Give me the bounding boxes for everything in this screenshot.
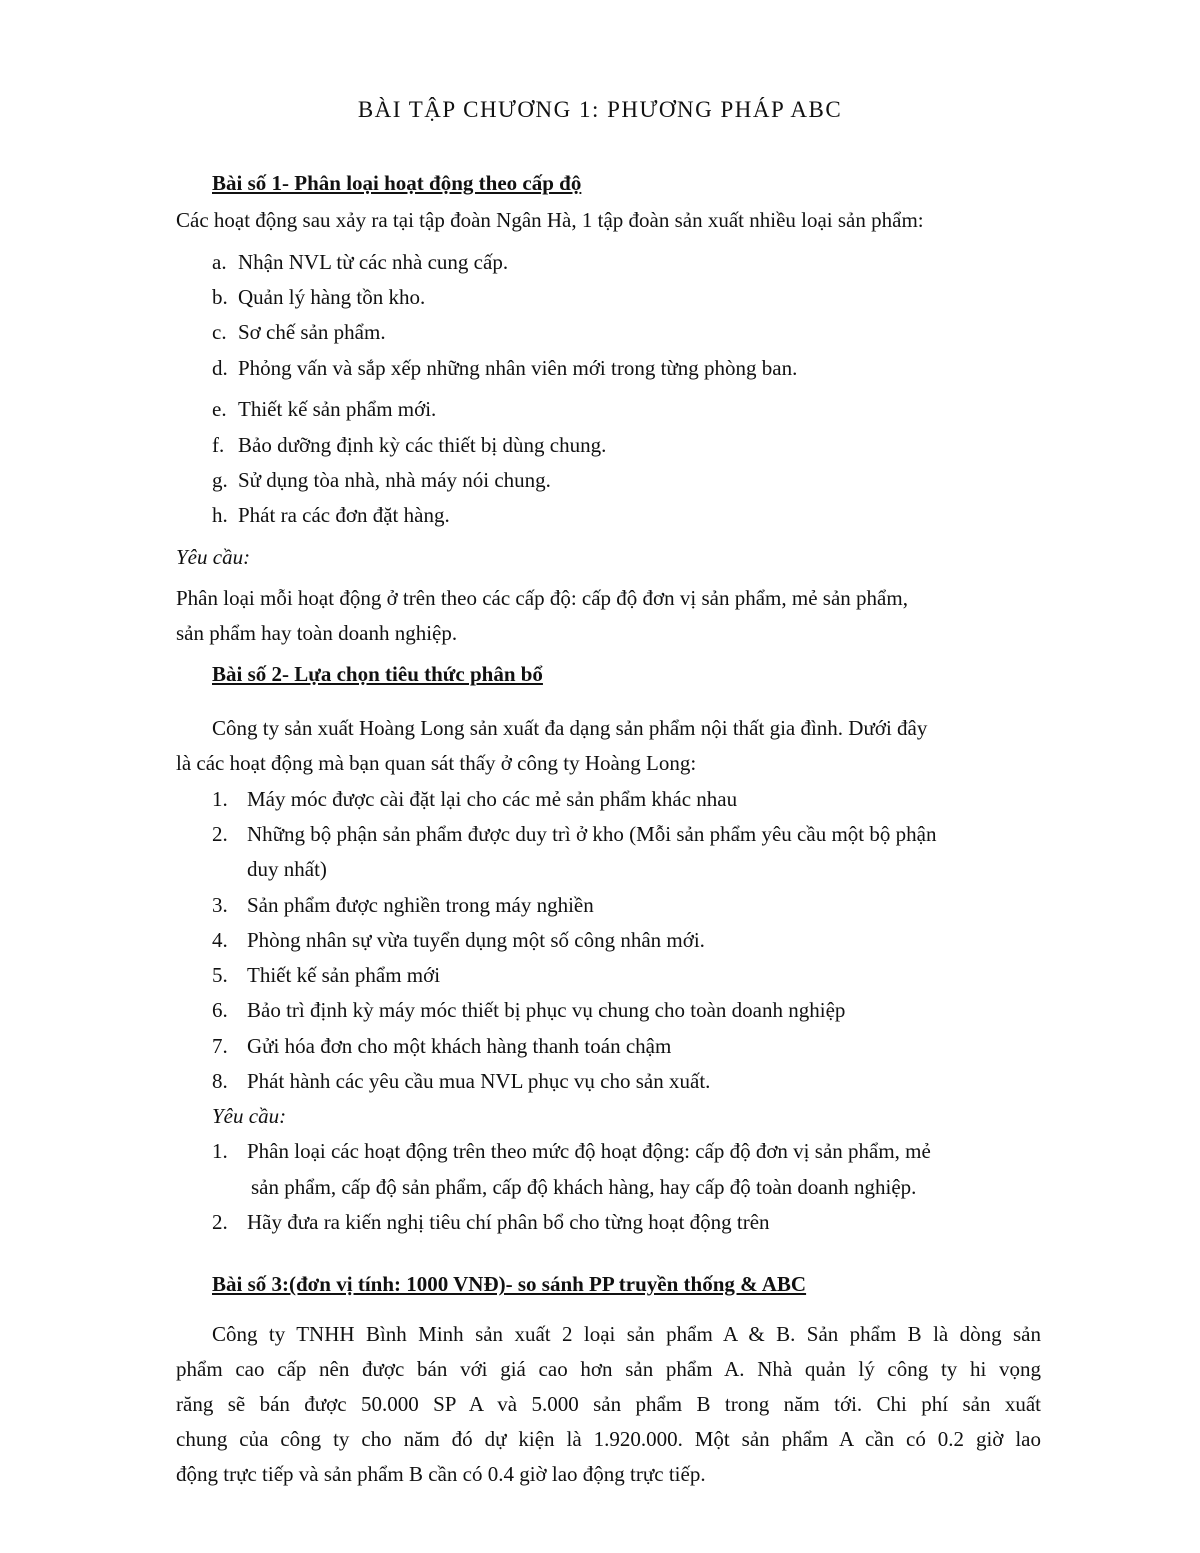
ex1-requirement-line: Phân loại mỗi hoạt động ở trên theo các cấp độ: cấp độ đơn vị sản phẩm, mẻ sản phẩm, (176, 586, 908, 610)
list-marker: 1. (212, 787, 228, 811)
list-marker: 8. (212, 1069, 228, 1093)
list-item-text: Quản lý hàng tồn kho. (238, 285, 426, 309)
list-item-text-continued: sản phẩm, cấp độ sản phẩm, cấp độ khách hàng, hay cấp độ toàn doanh nghiệp. (251, 1175, 917, 1199)
ex3-heading: Bài số 3:(đơn vị tính: 1000 VNĐ)- so sánh PP truyền thống & ABC (212, 1272, 807, 1296)
list-item-text: Bảo dưỡng định kỳ các thiết bị dùng chung. (238, 433, 607, 457)
ex2-intro-line: Công ty sản xuất Hoàng Long sản xuất đa dạng sản phẩm nội thất gia đình. Dưới đây (212, 716, 928, 740)
list-marker: 3. (212, 893, 228, 917)
list-marker: 6. (212, 998, 228, 1022)
list-marker: 4. (212, 928, 228, 952)
list-marker: d. (212, 356, 228, 380)
list-item-text: Gửi hóa đơn cho một khách hàng thanh toán chậm (247, 1034, 672, 1058)
list-marker: e. (212, 397, 227, 421)
list-marker: a. (212, 250, 227, 274)
ex1-intro: Các hoạt động sau xảy ra tại tập đoàn Ngân Hà, 1 tập đoàn sản xuất nhiều loại sản phẩm: (176, 208, 924, 232)
paragraph-line: phẩm cao cấp nên được bán với giá cao hơn sản phẩm A. Nhà quản lý công ty hi vọng (176, 1357, 1041, 1381)
list-item-text: Bảo trì định kỳ máy móc thiết bị phục vụ chung cho toàn doanh nghiệp (247, 998, 846, 1022)
ex2-heading: Bài số 2- Lựa chọn tiêu thức phân bổ (212, 662, 543, 686)
list-item-text: Phát hành các yêu cầu mua NVL phục vụ cho sản xuất. (247, 1069, 711, 1093)
ex2-intro-line: là các hoạt động mà bạn quan sát thấy ở công ty Hoàng Long: (176, 751, 697, 775)
list-marker: 2. (212, 1210, 228, 1234)
list-item-text: Thiết kế sản phẩm mới (247, 963, 441, 987)
list-marker: c. (212, 320, 227, 344)
list-item-text: Phát ra các đơn đặt hàng. (238, 503, 450, 527)
paragraph-line: động trực tiếp và sản phẩm B cần có 0.4 giờ lao động trực tiếp. (176, 1462, 706, 1486)
list-item-text: Phòng nhân sự vừa tuyển dụng một số công nhân mới. (247, 928, 705, 952)
list-item-text-continued: duy nhất) (247, 857, 327, 881)
ex1-requirement-line: sản phẩm hay toàn doanh nghiệp. (176, 621, 458, 645)
list-item-text: Những bộ phận sản phẩm được duy trì ở kho (Mỗi sản phẩm yêu cầu một bộ phận (247, 822, 937, 846)
page-title: BÀI TẬP CHƯƠNG 1: PHƯƠNG PHÁP ABC (357, 97, 843, 122)
ex1-requirement-label: Yêu cầu: (176, 545, 251, 569)
list-item-text: Hãy đưa ra kiến nghị tiêu chí phân bổ cho từng hoạt động trên (247, 1210, 770, 1234)
list-marker: f. (212, 433, 225, 457)
paragraph-line: chung của công ty cho năm đó dự kiện là 1.920.000. Một sản phẩm A cần có 0.2 giờ lao (176, 1427, 1041, 1451)
list-marker: h. (212, 503, 228, 527)
list-marker: 5. (212, 963, 228, 987)
list-item-text: Sơ chế sản phẩm. (238, 320, 386, 344)
list-item-text: Thiết kế sản phẩm mới. (238, 397, 437, 421)
list-item-text: Phân loại các hoạt động trên theo mức độ hoạt động: cấp độ đơn vị sản phẩm, mẻ (247, 1139, 931, 1163)
list-marker: 1. (212, 1139, 228, 1163)
paragraph-line: răng sẽ bán được 50.000 SP A và 5.000 sản phẩm B trong năm tới. Chi phí sản xuất (176, 1392, 1041, 1416)
list-item-text: Máy móc được cài đặt lại cho các mẻ sản phẩm khác nhau (247, 787, 738, 811)
list-item-text: Sử dụng tòa nhà, nhà máy nói chung. (238, 468, 551, 492)
list-item-text: Nhận NVL từ các nhà cung cấp. (238, 250, 509, 274)
ex1-heading: Bài số 1- Phân loại hoạt động theo cấp độ (212, 171, 582, 195)
list-marker: 2. (212, 822, 228, 846)
list-marker: b. (212, 285, 228, 309)
list-item-text: Sản phẩm được nghiền trong máy nghiền (247, 893, 594, 917)
ex2-requirement-label: Yêu cầu: (212, 1104, 287, 1128)
paragraph-line: Công ty TNHH Bình Minh sản xuất 2 loại sản phẩm A & B. Sản phẩm B là dòng sản (212, 1322, 1041, 1346)
list-item-text: Phỏng vấn và sắp xếp những nhân viên mới trong từng phòng ban. (238, 356, 798, 380)
list-marker: 7. (212, 1034, 228, 1058)
list-marker: g. (212, 468, 228, 492)
